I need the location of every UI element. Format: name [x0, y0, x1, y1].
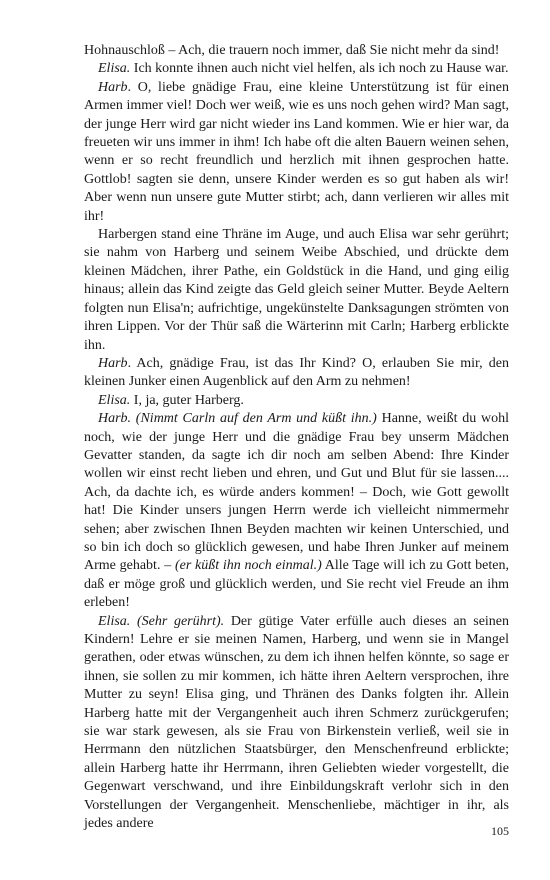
paragraph — [84, 226, 509, 355]
stage-direction: (er küßt ihn noch einmal.) — [174, 558, 322, 574]
speaker-name: Harb. (Nimmt Carln auf den Arm und küßt ihn.) — [98, 411, 377, 427]
paragraph — [84, 79, 509, 226]
paragraph-text: Ich konnte ihnen auch nicht viel helfen, als ich noch zu Hause war. — [130, 61, 509, 77]
paragraph-text: Der gütige Vater erfülle auch dieses an seinen Kindern! Lehre er sie meinen Namen, Harberg, und wenn sie in Mangel gerathen, oder etwas wünschen, zu dem ich ihnen helfen könnte, so sage er ihnen, sie sollen zu mir kommen, ich hätte ihren Aeltern versprochen, ihre Mutter zu seyn! Elisa ging, und Thränen des Danks folgten ihr. Allein Harberg hatte mit der Vergangenheit auch ihren Schmerz zurückgerufen; sie war stark gewesen, als sie Frau von Birkenstein verließ, weil sie in Herrmann den nützlichen Staatsbürger, den Menschenfreund erblickte; allein Harberg hatte ihr Herrmann, ihren Geliebten wieder vorgestellt, die Gegenwart verschwand, und ihre Einbildungskraft verlohr sich in den Vorstellungen der Vergangenheit. Menschenliebe, mächtiger in ihr, als jedes andere — [84, 613, 510, 832]
paragraph-text: Hohnauschloß – Ach, die trauern noch immer, daß Sie nicht mehr da sind! — [84, 43, 500, 58]
paragraph — [84, 613, 509, 834]
paragraph — [84, 392, 509, 410]
paragraph-text: . O, liebe gnädige Frau, eine kleine Unterstützung ist für einen Armen immer viel! Doch wer weiß, wie es uns noch gehen wird? Man sagt, der junge Herr wird gar nicht wieder ins Land kommen. Wie er hier war, da freueten wir uns immer in ihm! Ich habe oft die alten Bauern weinen sehen, wenn er so recht freundlich und herzlich mit ihnen gesprochen hatte. Gottlob! sagten sie denn, unsere Kinder werden es so gut haben als wir! Aber wenn nun unsere gute Mutter stirbt; ach, dann verlieren wir alles mit ihr! — [84, 79, 509, 224]
paragraph-text-tail: Alle Tage will ich zu Gott beten, daß er möge groß und glücklich werden, und Sie recht viel Freude an ihm erleben! — [84, 558, 509, 611]
page-number: 105 — [491, 824, 509, 838]
speaker-name: Harb — [98, 355, 128, 371]
paragraph — [84, 355, 509, 392]
speaker-name: Elisa. (Sehr gerührt). — [98, 613, 225, 629]
paragraph-text: . Ach, gnädige Frau, ist das Ihr Kind? O, erlauben Sie mir, den kleinen Junker einen Augenblick auf den Arm zu nehmen! — [84, 355, 509, 390]
speaker-name: Elisa. — [98, 61, 131, 77]
speaker-name: Elisa. — [98, 392, 131, 408]
paragraph — [84, 410, 509, 612]
paragraph — [84, 60, 509, 78]
body-text — [84, 42, 509, 833]
paragraph-text: Harbergen stand eine Thräne im Auge, und auch Elisa war sehr gerührt; sie nahm von Harberg und seinem Weibe Abschied, und drückte dem kleinen Mädchen, ihrer Pathe, ein Goldstück in die Hand, und ging eilig hinaus; allein das Kind zeigte das Geld gleich seiner Mutter. Beyde Aeltern folgten nun Elisa'n; aufrichtige, ungekünstelte Danksagungen strömten von ihren Lippen. Vor der Thür saß die Wärterinn mit Carln; Harberg erblickte ihn. — [84, 227, 509, 353]
speaker-name: Harb — [98, 79, 128, 95]
paragraph-text: Hanne, weißt du wohl noch, wie der junge Herr und die gnädige Frau bey unserm Mädchen Gevatter standen, da sagte ich dir noch am selben Abend: Ihre Kinder wollen wir einst recht lieben und ehren, und Gut und Blut für sie lassen.... Ach, da dachte ich, es würde anders kommen! – Doch, wie Gott gewollt hat! Die Kinder unsers jungen Herrn werde ich vielleicht nimmermehr sehen; aber zwischen Ihnen Beyden machten wir keinen Unterschied, und so bin ich doch so glücklich gewesen, und habe Ihren Junker auf meinem Arme gehabt. – — [84, 411, 509, 574]
paragraph-text: I, ja, guter Harberg. — [130, 392, 244, 408]
paragraph — [84, 42, 509, 60]
